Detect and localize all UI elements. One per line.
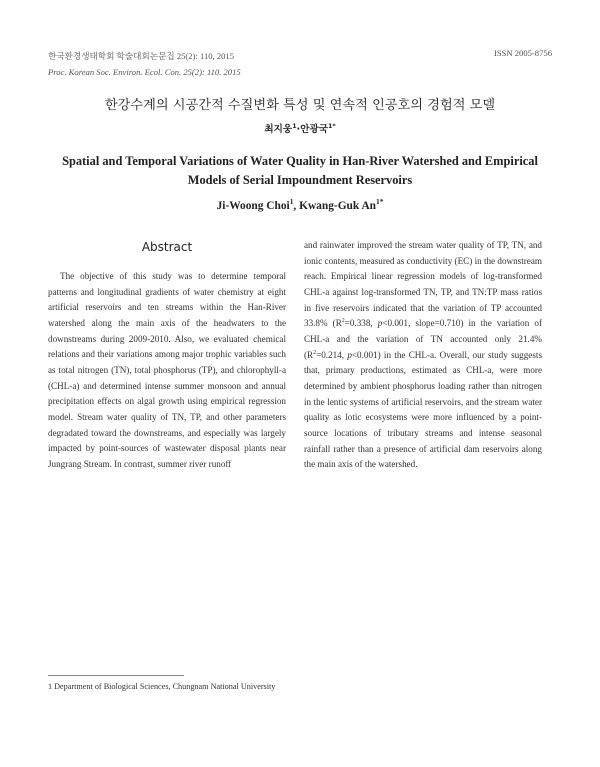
affiliation-mark: 1 bbox=[292, 122, 297, 130]
journal-citation-english: Proc. Korean Soc. Environ. Ecol. Con. 25(2): 110. 2015 bbox=[48, 67, 241, 77]
title-english-line: Models of Serial Impoundment Reservoirs bbox=[187, 173, 413, 187]
abstract-text: and rainwater improved the stream water quality of TP, TN, and ionic contents, measured as conductivity (EC) in the downstream reach. Empirical linear regression models of log-transformed CHL-a against log-transformed TN, TP, and TN:TP mass ratios in five reservoirs indicated that the variation of TP accounted 33.8% (R bbox=[304, 240, 542, 329]
footnote: 1 Department of Biological Sciences, Chungnam National University bbox=[48, 682, 276, 691]
abstract-paragraph: The objective of this study was to determine temporal patterns and longitudinal gradients of water chemistry at eight artificial reservoirs and ten streams within the Han-River watershed along the main axis of the headwaters to the downstreams during 2009-2010. Also, we evaluated chemical relations and their variations among major trophic variables such as total nitrogen (TN), total phosphorus (TP), and chlorophyll-a (CHL-a) and determined intense summer monsoon and annual precipitation effects on algal growth using empirical regression model. Stream water quality of TN, TP, and other parameters degradated toward the downstreams, and especially was largely impacted by point-sources of wastewater disposal plants near Jungrang Stream. In contrast, summer river runoff bbox=[48, 271, 286, 469]
journal-header bbox=[48, 48, 241, 80]
title-english-line: Spatial and Temporal Variations of Water Quality in Han-River Watershed and Empirical bbox=[62, 154, 538, 168]
authors-korean bbox=[0, 121, 600, 135]
abstract-text: =0.338, bbox=[344, 318, 378, 329]
abstract-column-left bbox=[48, 238, 286, 473]
author-separator: , bbox=[293, 200, 300, 212]
abstract-column-right bbox=[304, 238, 542, 473]
footnote-divider bbox=[48, 675, 184, 676]
author-name: 최지웅 bbox=[264, 124, 293, 135]
author-separator: · bbox=[296, 124, 301, 135]
title-korean: 한강수계의 시공간적 수질변화 특성 및 연속적 인공호의 경험적 모델 bbox=[104, 98, 496, 113]
title-english bbox=[0, 152, 600, 190]
affiliation-mark: 1 bbox=[289, 197, 294, 207]
author-name: Ji-Woong Choi bbox=[216, 200, 290, 212]
journal-citation-korean: 한국환경생태학회 학술대회논문집 25(2): 110, 2015 bbox=[48, 51, 235, 61]
italic-p: p bbox=[377, 318, 383, 329]
superscript: 2 bbox=[341, 318, 345, 325]
abstract-heading: Abstract bbox=[141, 240, 193, 254]
superscript: 2 bbox=[313, 349, 317, 356]
authors-english bbox=[0, 197, 600, 212]
abstract-text: <0.001, slope=0.710) in the variation of CHL-a and the variation of TN accounted only 21.4% (R bbox=[304, 318, 542, 360]
affiliation-mark: 1* bbox=[376, 197, 384, 207]
affiliation-mark: 1* bbox=[328, 122, 336, 130]
italic-p: p bbox=[347, 349, 352, 360]
abstract-text: <0.001) in the CHL-a. Overall, our study suggests that, primary productions, estimated as CHL-a, were more determined by ambient phosphorus loading rather than nitrogen in the lentic systems of artificial reservoirs, and the stream water quality as lotic ecosystems were more influenced by a point-source locations of tributary streams and intense seasonal rainfall rather than a presence of artificial dam reservoirs along the main axis of the watershed. bbox=[304, 349, 542, 470]
abstract-paragraph-continued bbox=[304, 238, 542, 473]
author-name: 안광국 bbox=[300, 124, 328, 135]
issn: ISSN 2005-8756 bbox=[493, 48, 552, 58]
author-name: Kwang-Guk An bbox=[299, 200, 377, 212]
abstract-text: =0.214, bbox=[316, 349, 348, 360]
